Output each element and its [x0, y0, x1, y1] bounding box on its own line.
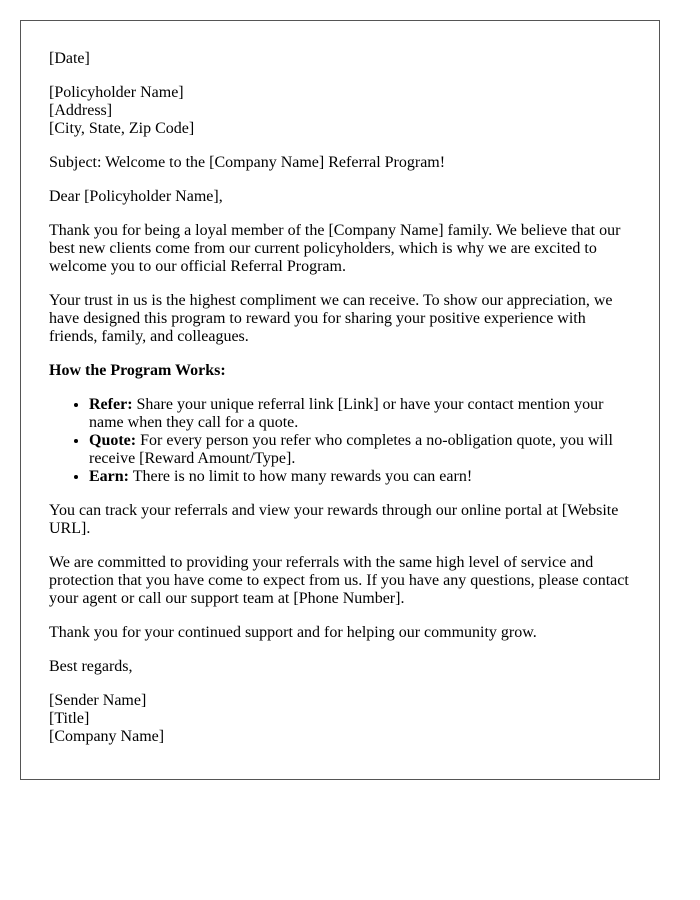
program-step-term: Refer:	[89, 396, 133, 413]
letter-date: [Date]	[49, 50, 90, 67]
letter-sign-off: Best regards,	[49, 658, 133, 675]
commitment-paragraph: We are committed to providing your referrals with the same high level of service and protection that you have come to expect from us. If you have any questions, please contact your agent or call our support team at [Phone Number].	[49, 554, 629, 607]
program-step-quote	[89, 432, 631, 468]
program-steps-list	[49, 396, 631, 486]
thanks-paragraph: Thank you for your continued support and for helping our community grow.	[49, 624, 537, 641]
intro-paragraph: Thank you for being a loyal member of the [Company Name] family. We believe that our best new clients come from our current policyholders, which is why we are excited to welcome you to our official Referral Program.	[49, 222, 621, 275]
recipient-address: [Address]	[49, 102, 113, 119]
sender-signature-block	[49, 692, 631, 746]
recipient-city-state-zip: [City, State, Zip Code]	[49, 120, 195, 137]
program-step-text: For every person you refer who completes a no-obligation quote, you will receive [Reward Amount/Type].	[89, 432, 613, 467]
letter-container	[20, 20, 660, 780]
appreciation-paragraph: Your trust in us is the highest compliment we can receive. To show our appreciation, we have designed this program to reward you for sharing your positive experience with friends, family, and colleagues.	[49, 292, 613, 345]
letter-salutation: Dear [Policyholder Name],	[49, 188, 223, 205]
program-step-term: Quote:	[89, 432, 137, 449]
recipient-address-block	[49, 84, 631, 138]
program-step-text: There is no limit to how many rewards you can earn!	[129, 468, 473, 485]
program-heading: How the Program Works:	[49, 362, 226, 379]
portal-paragraph: You can track your referrals and view your rewards through our online portal at [Website URL].	[49, 502, 619, 537]
sender-company: [Company Name]	[49, 728, 165, 745]
letter-subject: Subject: Welcome to the [Company Name] Referral Program!	[49, 154, 446, 171]
sender-name: [Sender Name]	[49, 692, 147, 709]
recipient-name: [Policyholder Name]	[49, 84, 184, 101]
program-step-term: Earn:	[89, 468, 129, 485]
program-step-refer	[89, 396, 631, 432]
program-step-earn	[89, 468, 631, 486]
sender-title: [Title]	[49, 710, 90, 727]
program-step-text: Share your unique referral link [Link] or have your contact mention your name when they call for a quote.	[89, 396, 604, 431]
